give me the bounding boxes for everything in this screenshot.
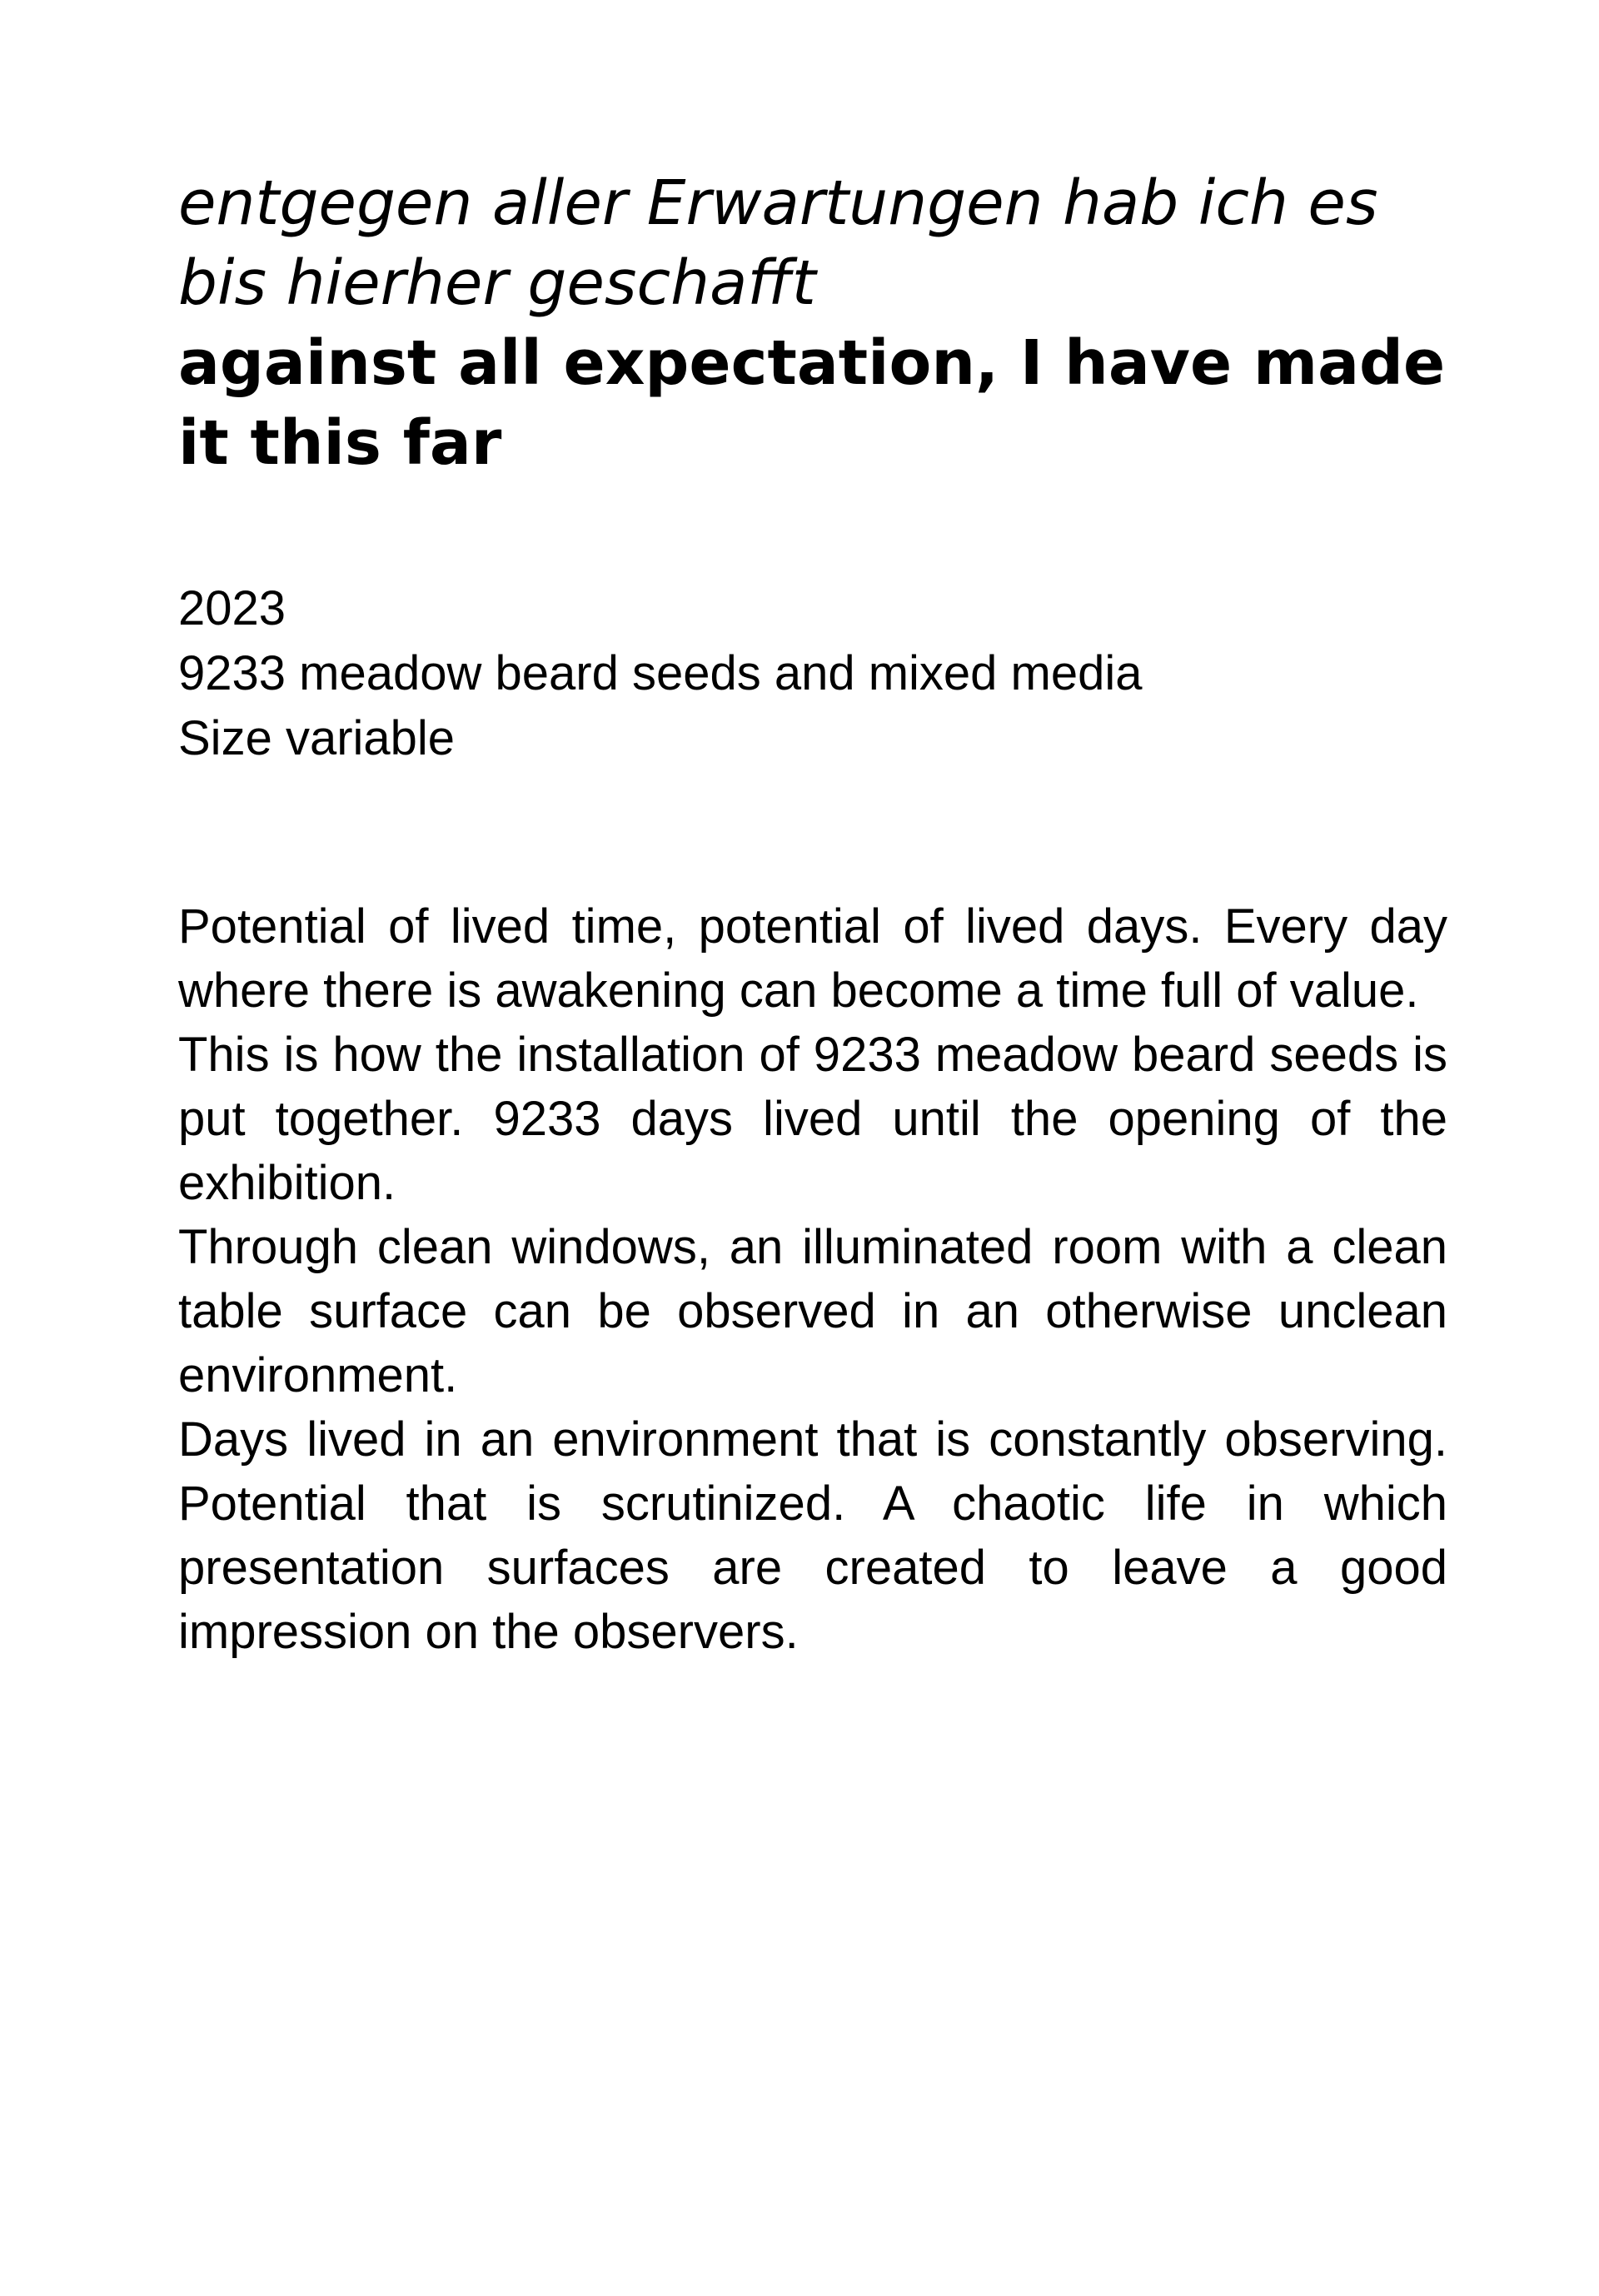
artwork-meta bbox=[178, 576, 1447, 771]
artwork-label bbox=[178, 163, 1447, 1664]
description-paragraph: Days lived in an environment that is constantly observing. Potential that is scrutinized. A chaotic life in which presentation surfaces are created to leave a good impression on the observers. bbox=[178, 1412, 1447, 1659]
artwork-size: Size variable bbox=[178, 711, 456, 765]
artwork-year: 2023 bbox=[178, 581, 286, 635]
artwork-description bbox=[178, 894, 1447, 1664]
description-paragraph: Through clean windows, an illuminated room with a clean table surface can be observed in an otherwise unclean environment. bbox=[178, 1220, 1447, 1402]
description-paragraph: Potential of lived time, potential of lived days. Every day where there is awakening can become a time full of value. bbox=[178, 899, 1447, 1018]
description-paragraph: This is how the installation of 9233 meadow beard seeds is put together. 9233 days lived until the opening of the exhibition. bbox=[178, 1028, 1447, 1210]
artwork-medium: 9233 meadow beard seeds and mixed media bbox=[178, 646, 1143, 700]
title-english: against all expectation, I have made it this far bbox=[178, 327, 1446, 479]
title-german: entgegen aller Erwartungen hab ich es bis hierher geschafft bbox=[178, 167, 1378, 319]
